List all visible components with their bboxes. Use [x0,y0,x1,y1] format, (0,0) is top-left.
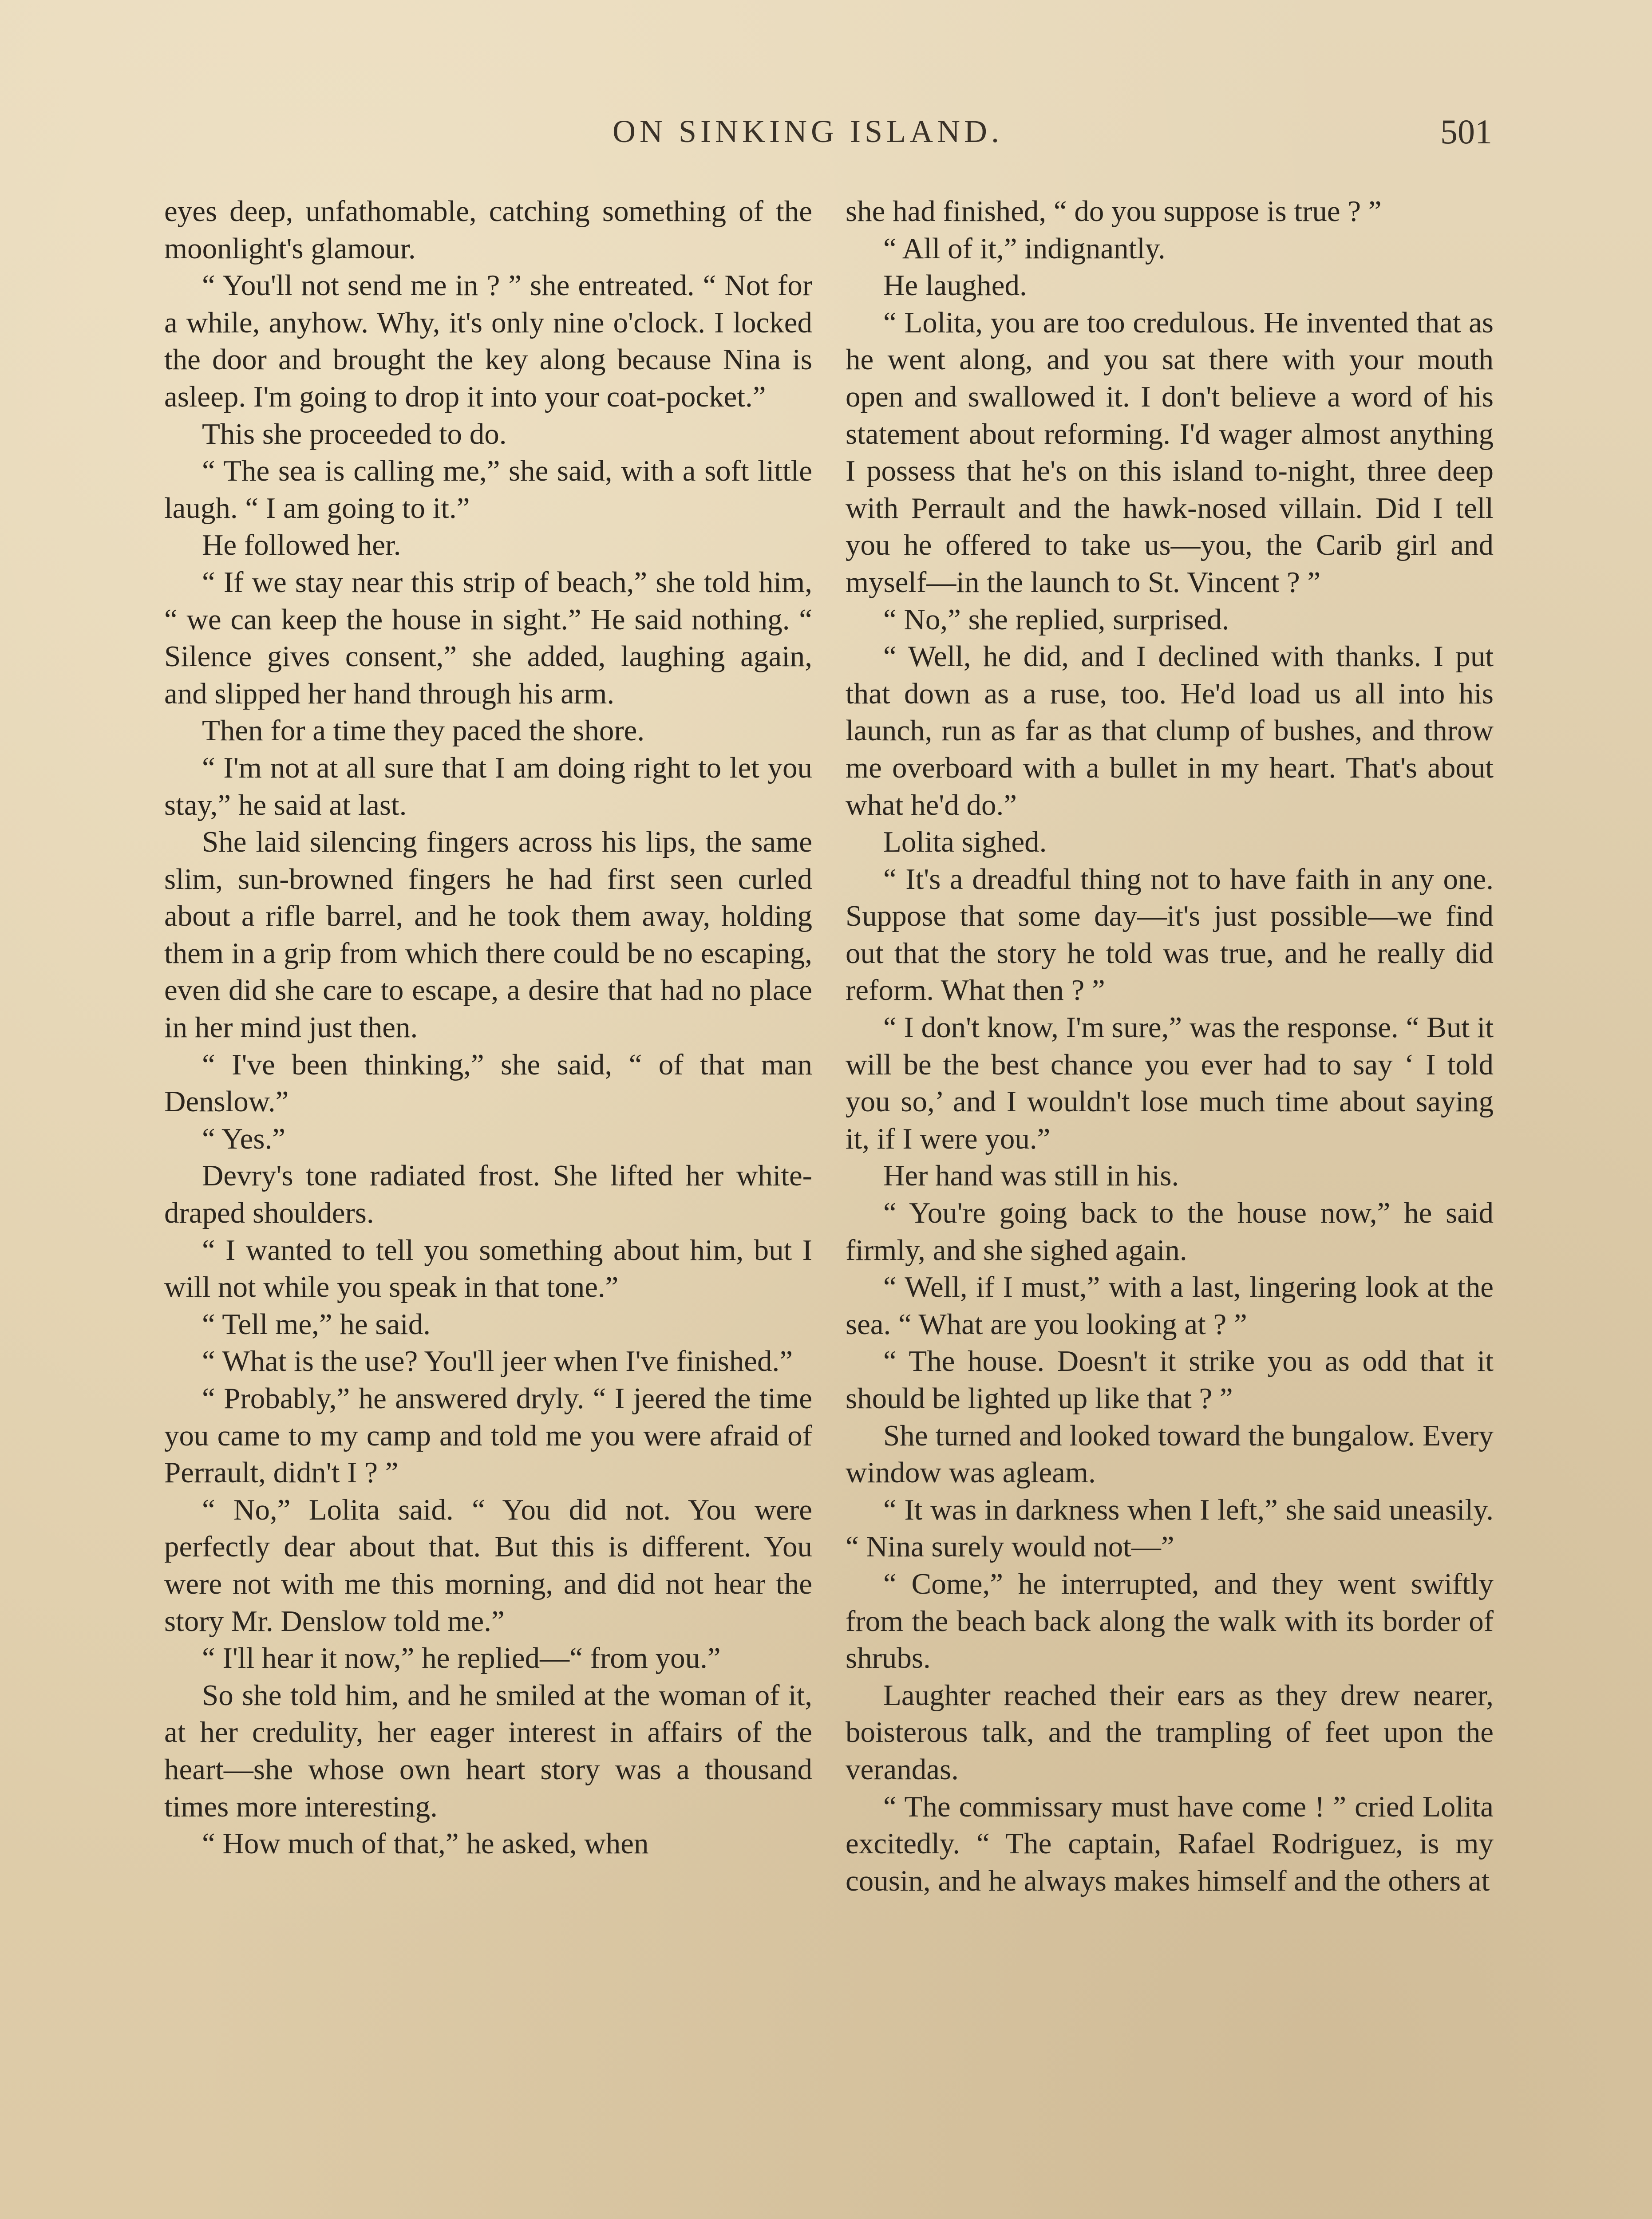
paragraph: “ You'll not send me in ? ” she entreated. “ Not for a while, anyhow. Why, it's only nine o'clock. I locked the door and brought the key along because Nina is asleep. I'm going to drop it into your coat-pocket.” [164,269,812,413]
paragraph: Then for a time they paced the shore. [202,714,645,747]
paragraph: “ I wanted to tell you something about him, but I will not while you speak in that tone.” [164,1233,812,1304]
paragraph: “ It was in darkness when I left,” she said uneasily. “ Nina surely would not—” [846,1493,1494,1564]
paragraph: He laughed. [883,269,1027,302]
paragraph: “ What is the use? You'll jeer when I've finished.” [202,1345,793,1378]
paragraph: eyes deep, unfathomable, catching something of the moonlight's glamour. [164,195,812,265]
paragraph: “ Come,” he interrupted, and they went swiftly from the beach back along the walk with its border of shrubs. [846,1567,1494,1675]
paragraph: She turned and looked toward the bungalow. Every window was agleam. [846,1419,1494,1489]
left-text-column [164,193,812,1863]
paragraph: So she told him, and he smiled at the woman of it, at her credulity, her eager interest in affairs of the heart—she whose own heart story was a thousand times more interesting. [164,1678,812,1823]
paragraph: “ No,” Lolita said. “ You did not. You were perfectly dear about that. But this is different. You were not with me this morning, and did not hear the story Mr. Denslow told me.” [164,1493,812,1638]
paragraph: “ Yes.” [202,1122,285,1155]
paragraph: He followed her. [202,529,401,562]
paragraph: “ Lolita, you are too credulous. He invented that as he went along, and you sat there with your mouth open and swallowed it. I don't believe a word of his statement about reforming. I'd wager almost anything I possess that he's on this island to-night, three deep with Perrault and the hawk-nosed villain. Did I tell you he offered to take us—you, the Carib girl and myself—in the launch to St. Vincent ? ” [846,306,1494,599]
paragraph: Her hand was still in his. [883,1159,1179,1192]
paragraph: Lolita sighed. [883,825,1047,859]
paragraph: “ I've been thinking,” she said, “ of that man Denslow.” [164,1048,812,1118]
paragraph: “ Tell me,” he said. [202,1307,431,1341]
right-text-column [846,193,1494,1899]
paragraph: “ The commissary must have come ! ” cried Lolita excitedly. “ The captain, Rafael Rodriguez, is my cousin, and he always makes himself and the others at [846,1790,1494,1897]
paragraph: “ I don't know, I'm sure,” was the response. “ But it will be the best chance you ever had to say ‘ I told you so,’ and I wouldn't lose much time about saying it, if I were you.” [846,1011,1494,1155]
paragraph: “ How much of that,” he asked, when [202,1827,649,1860]
paragraph: “ The house. Doesn't it strike you as odd that it should be lighted up like that ? ” [846,1345,1494,1415]
paragraph: she had finished, “ do you suppose is true ? ” [846,195,1382,228]
running-title: ON SINKING ISLAND. [613,114,1003,149]
paragraph: “ Well, he did, and I declined with thanks. I put that down as a ruse, too. He'd load us all into his launch, run as far as that clump of bushes, and throw me overboard with a bullet in my heart. That's about what he'd do.” [846,640,1494,821]
paragraph: She laid silencing fingers across his lips, the same slim, sun-browned fingers he had first seen curled about a rifle barrel, and he took them away, holding them in a grip from which there could be no escaping, even did she care to escape, a desire that had no place in her mind just then. [164,825,812,1044]
paragraph: “ If we stay near this strip of beach,” she told him, “ we can keep the house in sight.” He said nothing. “ Silence gives consent,” she added, laughing again, and slipped her hand through his arm. [164,565,812,710]
paragraph: “ It's a dreadful thing not to have faith in any one. Suppose that some day—it's just possible—we find out that the story he told was true, and he really did reform. What then ? ” [846,862,1494,1007]
paragraph: “ You're going back to the house now,” he said firmly, and she sighed again. [846,1196,1494,1267]
page-number: 501 [1440,112,1492,151]
paragraph: “ Well, if I must,” with a last, lingering look at the sea. “ What are you looking at ? ” [846,1271,1494,1341]
paragraph: “ I'm not at all sure that I am doing right to let you stay,” he said at last. [164,751,812,821]
paragraph: “ No,” she replied, surprised. [883,603,1229,636]
paragraph: This she proceeded to do. [202,417,507,450]
paragraph: Devry's tone radiated frost. She lifted her white-draped shoulders. [164,1159,812,1230]
paragraph: “ All of it,” indignantly. [883,232,1166,265]
paragraph: Laughter reached their ears as they drew nearer, boisterous talk, and the trampling of feet upon the verandas. [846,1678,1494,1786]
paragraph: “ The sea is calling me,” she said, with a soft little laugh. “ I am going to it.” [164,454,812,525]
paragraph: “ I'll hear it now,” he replied—“ from you.” [202,1642,721,1675]
paragraph: “ Probably,” he answered dryly. “ I jeered the time you came to my camp and told me you were afraid of Perrault, didn't I ? ” [164,1382,812,1489]
